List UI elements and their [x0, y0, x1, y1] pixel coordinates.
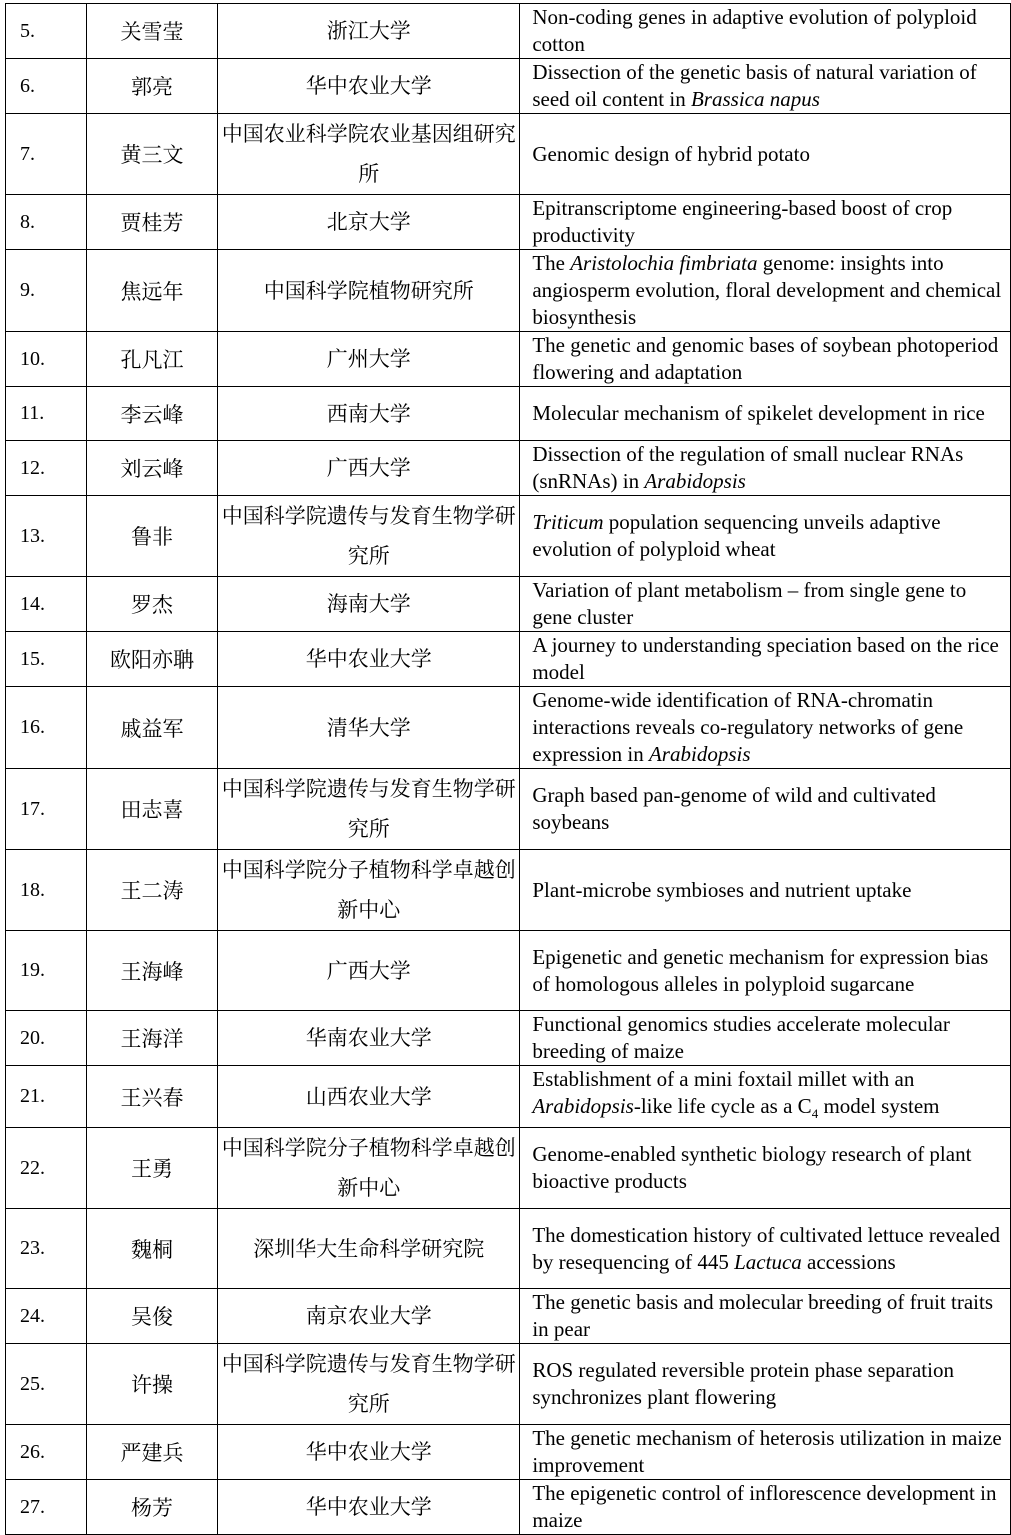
- table-row: [6, 332, 1011, 387]
- institution-cell: 中国科学院遗传与发育生物学研究所: [218, 769, 520, 850]
- table-row: [6, 1011, 1011, 1066]
- speaker-name-cell: 欧阳亦聃: [86, 632, 218, 687]
- talk-topic-cell: Graph based pan-genome of wild and cultivated soybeans: [520, 769, 1011, 850]
- institution-cell: 西南大学: [218, 387, 520, 441]
- row-number-cell: 23.: [6, 1209, 87, 1289]
- institution-cell: 华中农业大学: [218, 59, 520, 114]
- talk-topic-cell: Epitranscriptome engineering-based boost of crop productivity: [520, 195, 1011, 250]
- table-row: [6, 1128, 1011, 1209]
- speaker-name-cell: 王二涛: [86, 850, 218, 931]
- speaker-name-cell: 焦远年: [86, 250, 218, 332]
- row-number-cell: 25.: [6, 1344, 87, 1425]
- institution-cell: 山西农业大学: [218, 1066, 520, 1128]
- institution-cell: 华中农业大学: [218, 1425, 520, 1480]
- row-number-cell: 20.: [6, 1011, 87, 1066]
- row-number-cell: 10.: [6, 332, 87, 387]
- speaker-name-cell: 王海峰: [86, 931, 218, 1011]
- institution-cell: 北京大学: [218, 195, 520, 250]
- row-number-cell: 7.: [6, 114, 87, 195]
- row-number-cell: 26.: [6, 1425, 87, 1480]
- table-row: [6, 687, 1011, 769]
- row-number-cell: 6.: [6, 59, 87, 114]
- speaker-name-cell: 戚益军: [86, 687, 218, 769]
- table-row: [6, 1209, 1011, 1289]
- row-number-cell: 24.: [6, 1289, 87, 1344]
- talk-topic-cell: Dissection of the regulation of small nuclear RNAs (snRNAs) in Arabidopsis: [520, 441, 1011, 496]
- talk-topic-cell: Non-coding genes in adaptive evolution of polyploid cotton: [520, 4, 1011, 59]
- speaker-name-cell: 王兴春: [86, 1066, 218, 1128]
- row-number-cell: 27.: [6, 1480, 87, 1535]
- talk-topic-cell: The genetic mechanism of heterosis utilization in maize improvement: [520, 1425, 1011, 1480]
- talk-topic-cell: Establishment of a mini foxtail millet with an Arabidopsis-like life cycle as a $C_4$ model system: [520, 1066, 1011, 1128]
- table-row: [6, 114, 1011, 195]
- speaker-name-cell: 黄三文: [86, 114, 218, 195]
- institution-cell: 中国科学院分子植物科学卓越创新中心: [218, 1128, 520, 1209]
- row-number-cell: 11.: [6, 387, 87, 441]
- table-row: [6, 1344, 1011, 1425]
- row-number-cell: 13.: [6, 496, 87, 577]
- table-row: [6, 931, 1011, 1011]
- institution-cell: 浙江大学: [218, 4, 520, 59]
- talk-topic-cell: Functional genomics studies accelerate molecular breeding of maize: [520, 1011, 1011, 1066]
- talk-topic-cell: A journey to understanding speciation based on the rice model: [520, 632, 1011, 687]
- speaker-name-cell: 刘云峰: [86, 441, 218, 496]
- speaker-name-cell: 魏桐: [86, 1209, 218, 1289]
- table-row: [6, 577, 1011, 632]
- talk-topic-cell: Triticum population sequencing unveils adaptive evolution of polyploid wheat: [520, 496, 1011, 577]
- table-row: [6, 769, 1011, 850]
- institution-cell: 华中农业大学: [218, 632, 520, 687]
- institution-cell: 深圳华大生命科学研究院: [218, 1209, 520, 1289]
- table-row: [6, 387, 1011, 441]
- table-row: [6, 59, 1011, 114]
- speaker-name-cell: 李云峰: [86, 387, 218, 441]
- talk-topic-cell: Molecular mechanism of spikelet development in rice: [520, 387, 1011, 441]
- table-row: [6, 496, 1011, 577]
- row-number-cell: 22.: [6, 1128, 87, 1209]
- table-row: [6, 250, 1011, 332]
- row-number-cell: 5.: [6, 4, 87, 59]
- speaker-name-cell: 孔凡江: [86, 332, 218, 387]
- row-number-cell: 16.: [6, 687, 87, 769]
- speaker-name-cell: 杨芳: [86, 1480, 218, 1535]
- row-number-cell: 21.: [6, 1066, 87, 1128]
- talk-topic-cell: Variation of plant metabolism – from single gene to gene cluster: [520, 577, 1011, 632]
- talk-topic-cell: ROS regulated reversible protein phase separation synchronizes plant flowering: [520, 1344, 1011, 1425]
- speaker-name-cell: 许操: [86, 1344, 218, 1425]
- table-row: [6, 195, 1011, 250]
- table-row: [6, 850, 1011, 931]
- institution-cell: 清华大学: [218, 687, 520, 769]
- talk-topic-cell: Dissection of the genetic basis of natural variation of seed oil content in Brassica napus: [520, 59, 1011, 114]
- table-row: [6, 632, 1011, 687]
- speaker-name-cell: 王海洋: [86, 1011, 218, 1066]
- speaker-name-cell: 吴俊: [86, 1289, 218, 1344]
- row-number-cell: 18.: [6, 850, 87, 931]
- institution-cell: 中国科学院植物研究所: [218, 250, 520, 332]
- speaker-name-cell: 田志喜: [86, 769, 218, 850]
- institution-cell: 海南大学: [218, 577, 520, 632]
- speaker-name-cell: 郭亮: [86, 59, 218, 114]
- talk-topic-cell: The genetic and genomic bases of soybean photoperiod flowering and adaptation: [520, 332, 1011, 387]
- row-number-cell: 9.: [6, 250, 87, 332]
- institution-cell: 广州大学: [218, 332, 520, 387]
- institution-cell: 中国科学院分子植物科学卓越创新中心: [218, 850, 520, 931]
- talk-topic-cell: The domestication history of cultivated lettuce revealed by resequencing of 445 Lactuca accessions: [520, 1209, 1011, 1289]
- talk-topic-cell: Genome-enabled synthetic biology research of plant bioactive products: [520, 1128, 1011, 1209]
- speaker-name-cell: 罗杰: [86, 577, 218, 632]
- talk-topic-cell: Plant-microbe symbioses and nutrient uptake: [520, 850, 1011, 931]
- talk-topic-cell: Epigenetic and genetic mechanism for expression bias of homologous alleles in polyploid sugarcane: [520, 931, 1011, 1011]
- institution-cell: 华中农业大学: [218, 1480, 520, 1535]
- talk-topic-cell: The genetic basis and molecular breeding of fruit traits in pear: [520, 1289, 1011, 1344]
- talk-topic-cell: The epigenetic control of inflorescence development in maize: [520, 1480, 1011, 1535]
- table-row: [6, 1425, 1011, 1480]
- row-number-cell: 15.: [6, 632, 87, 687]
- institution-cell: 中国农业科学院农业基因组研究所: [218, 114, 520, 195]
- row-number-cell: 12.: [6, 441, 87, 496]
- row-number-cell: 19.: [6, 931, 87, 1011]
- table-row: [6, 4, 1011, 59]
- speaker-table-body: [6, 4, 1011, 1535]
- institution-cell: 中国科学院遗传与发育生物学研究所: [218, 1344, 520, 1425]
- table-row: [6, 1289, 1011, 1344]
- table-row: [6, 441, 1011, 496]
- speaker-name-cell: 严建兵: [86, 1425, 218, 1480]
- row-number-cell: 8.: [6, 195, 87, 250]
- speaker-name-cell: 关雪莹: [86, 4, 218, 59]
- speaker-table: [5, 3, 1011, 1535]
- institution-cell: 广西大学: [218, 441, 520, 496]
- talk-topic-cell: Genome-wide identification of RNA-chromatin interactions reveals co-regulatory networks of gene expression in Arabidopsis: [520, 687, 1011, 769]
- talk-topic-cell: The Aristolochia fimbriata genome: insights into angiosperm evolution, floral development and chemical biosynthesis: [520, 250, 1011, 332]
- institution-cell: 广西大学: [218, 931, 520, 1011]
- institution-cell: 南京农业大学: [218, 1289, 520, 1344]
- speaker-name-cell: 王勇: [86, 1128, 218, 1209]
- row-number-cell: 14.: [6, 577, 87, 632]
- table-row: [6, 1066, 1011, 1128]
- institution-cell: 中国科学院遗传与发育生物学研究所: [218, 496, 520, 577]
- institution-cell: 华南农业大学: [218, 1011, 520, 1066]
- talk-topic-cell: Genomic design of hybrid potato: [520, 114, 1011, 195]
- table-row: [6, 1480, 1011, 1535]
- speaker-name-cell: 贾桂芳: [86, 195, 218, 250]
- speaker-name-cell: 鲁非: [86, 496, 218, 577]
- row-number-cell: 17.: [6, 769, 87, 850]
